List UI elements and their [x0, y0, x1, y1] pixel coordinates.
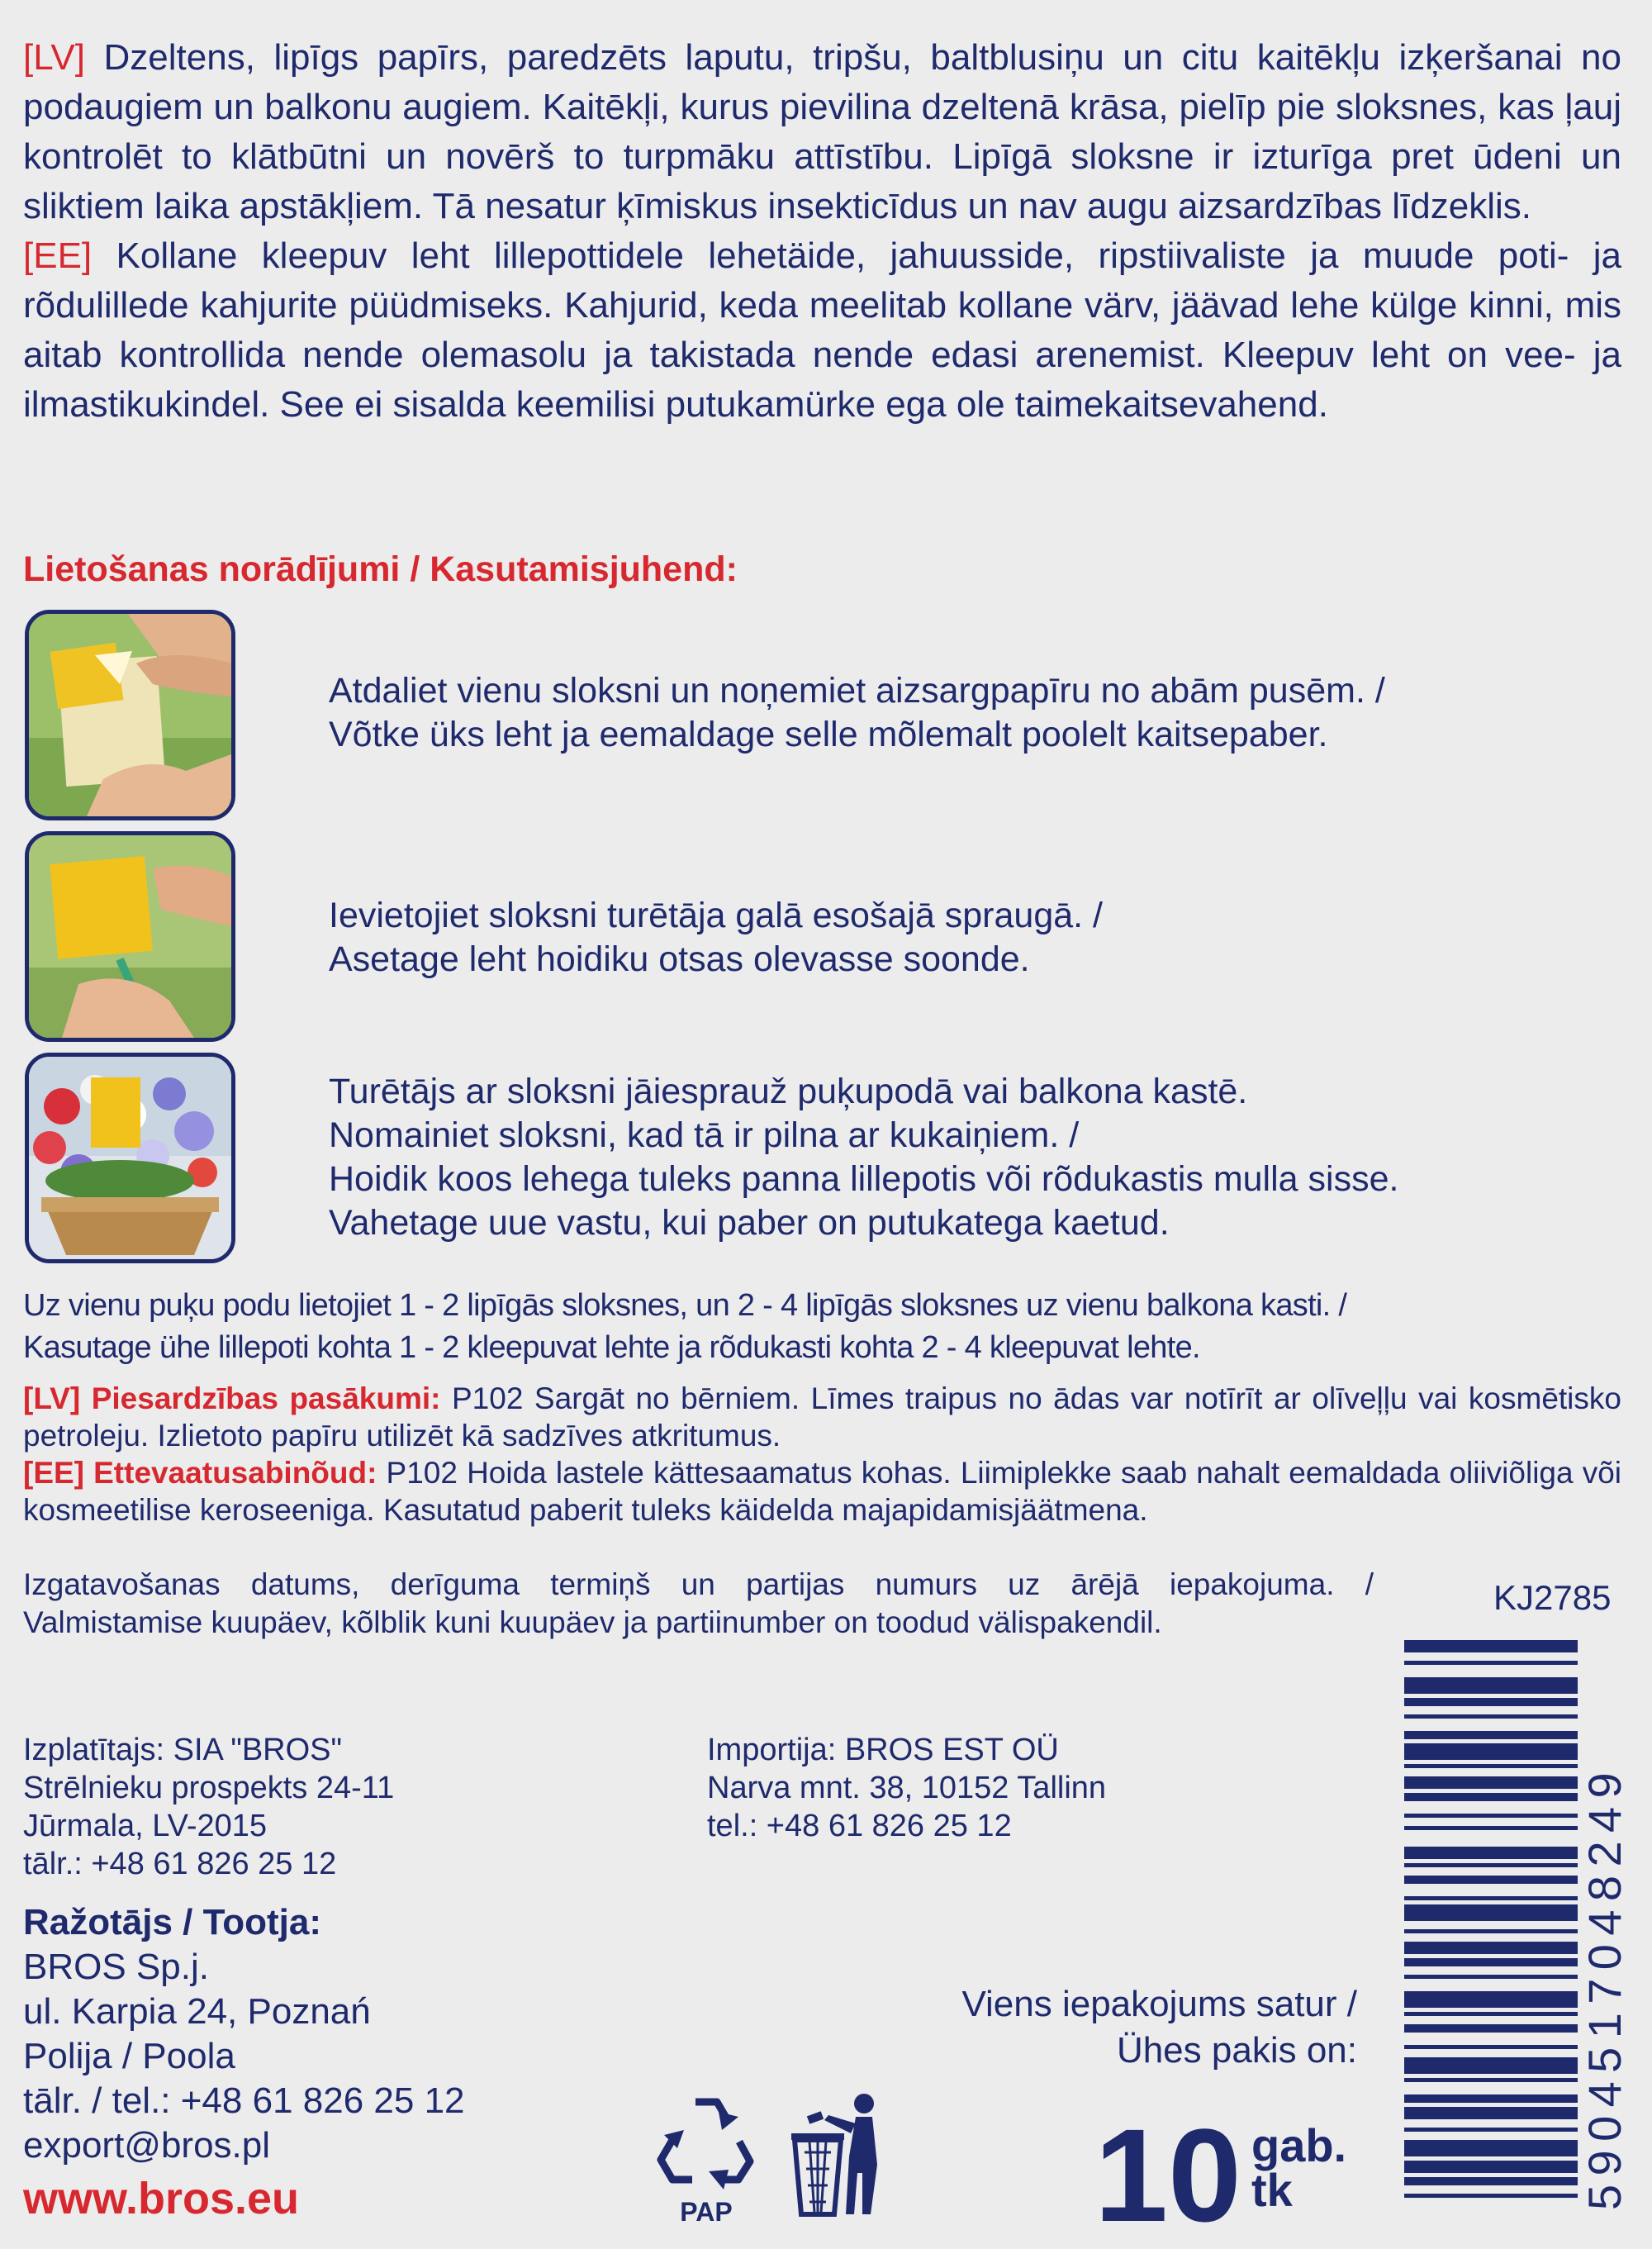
pack-count: 10: [1094, 2101, 1241, 2249]
barcode-bar: [1404, 1958, 1578, 1966]
barcode-bar: [1404, 2094, 1578, 2103]
step-1-text: [329, 669, 1385, 757]
step-3-image: [25, 1053, 235, 1263]
barcode-bar: [1404, 1847, 1578, 1859]
recycle-icon: [653, 2084, 760, 2232]
barcode-bar: [1404, 1698, 1578, 1706]
pack-unit-lv: gab.: [1251, 2119, 1347, 2171]
step-2-text: [329, 894, 1103, 982]
barcode-bar: [1404, 1929, 1578, 1933]
barcode-bar: [1404, 1975, 1578, 1979]
dose-line-2: Kasutage ühe lillepoti kohta 1 - 2 kleepuvat lehte ja rõdukasti kohta 2 - 4 kleepuvat lehte.: [23, 1330, 1200, 1365]
peel-sheet-illustration: [29, 614, 231, 816]
barcode-bar: [1404, 2012, 1578, 2016]
barcode-bar: [1404, 2024, 1578, 2033]
step-1-image: [25, 610, 235, 820]
barcode-bar: [1404, 2045, 1578, 2049]
ee-description: Kollane kleepuv leht lillepottidele lehetäide, jahuusside, ripstiivaliste ja muude poti- ja rõdulillede kahjurite püüdmiseks. Kahjurid, keda meelitab kollane värv, jäävad lehe külge kinni, mis aitab kontrollida nende olemasolu ja takistada nende edasi arenemist. Kleepuv leht on vee- ja ilmastikukindel. See ei sisalda keemilisi putukamürke ega ole taimekaitsevahend.: [23, 235, 1621, 425]
importer-line-2: Narva mnt. 38, 10152 Tallinn: [707, 1771, 1107, 1805]
importer-line-3: tel.: +48 61 826 25 12: [707, 1809, 1012, 1843]
barcode-bar: [1404, 1904, 1578, 1921]
barcode-bar: [1404, 1714, 1578, 1719]
tidyman-icon: [791, 2090, 890, 2223]
insert-holder-illustration: [29, 835, 231, 1038]
safety-lv-tag: [LV] Piesardzības pasākumi:: [23, 1381, 441, 1415]
barcode-bars: [1404, 1640, 1627, 2218]
barcode-bar: [1404, 1661, 1578, 1665]
barcode-bar: [1404, 2107, 1578, 2119]
flower-pot-illustration: [29, 1057, 231, 1259]
safety-ee-tag: [EE] Ettevaatusabinõud:: [23, 1456, 377, 1490]
dates-text: [23, 1566, 1374, 1642]
recycle-arrows-icon: [653, 2084, 760, 2191]
barcode-bar: [1404, 1942, 1578, 1954]
distributor-line-1: Izplatītajs: SIA "BROS": [23, 1733, 343, 1767]
barcode-bar: [1404, 1640, 1578, 1652]
intro-lv: [23, 33, 1621, 231]
manufacturer-line-1: BROS Sp.j.: [23, 1947, 209, 1987]
barcode-bar: [1404, 1677, 1578, 1694]
intro-text: [23, 33, 1621, 430]
pack-label-lv: Viens iepakojums satur /: [961, 1984, 1357, 2024]
barcode-bar: [1404, 1743, 1578, 1760]
pack-label: [961, 1981, 1357, 2074]
barcode-number: 5904517048249: [1578, 1763, 1627, 2210]
barcode: [1404, 1640, 1627, 2218]
website-link[interactable]: www.bros.eu: [23, 2174, 300, 2223]
pack-unit: [1251, 2119, 1347, 2216]
safety-text: [23, 1380, 1621, 1529]
usage-heading: Lietošanas norādījumi / Kasutamisjuhend:: [23, 549, 738, 589]
safety-lv-text: P102 Sargāt no bērniem. Līmes traipus no ādas var notīrīt ar olīveļļu vai kosmētisko petroleju. Izlietoto papīru utilizēt kā sadzīves atkritumus.: [23, 1381, 1621, 1453]
lv-tag: [LV]: [23, 37, 86, 78]
lv-description: Dzeltens, lipīgs papīrs, paredzēts laputu, tripšu, baltblusiņu un citu kaitēkļu izķeršanai no podaugiem un balkonu augiem. Kaitēkļi, kurus pievilina dzeltenā krāsa, pielīp pie sloksnes, kas ļauj kontrolēt to klātbūtni un novērš to turpmāku attīstību. Lipīgā sloksne ir izturīga pret ūdeni un sliktiem laika apstākļiem. Tā nesatur ķīmiskus insekticīdus un nav augu aizsardzības līdzeklis.: [23, 37, 1621, 226]
barcode-bar: [1404, 1896, 1578, 1900]
intro-ee: [23, 231, 1621, 430]
manufacturer-address: [23, 1900, 465, 2168]
distributor-line-2: Strēlnieku prospekts 24-11: [23, 1771, 395, 1805]
barcode-bar: [1404, 2057, 1578, 2074]
distributor-line-3: Jūrmala, LV-2015: [23, 1809, 268, 1843]
step-2-line-1: Ievietojiet sloksni turētāja galā esošajā spraugā. /: [329, 896, 1103, 935]
dose-line-1: Uz vienu puķu podu lietojiet 1 - 2 lipīgās sloksnes, un 2 - 4 lipīgās sloksnes uz vienu balkona kasti. /: [23, 1288, 1347, 1323]
barcode-bar: [1404, 1776, 1578, 1789]
safety-ee: [23, 1454, 1621, 1529]
dates-line-2: Valmistamise kuupäev, kõlblik kuni kuupäev ja partiinumber on toodud välispakendil.: [23, 1605, 1162, 1639]
safety-ee-text: P102 Hoida lastele kättesaamatus kohas. Liimiplekke saab nahalt eemaldada oliiviõliga või kosmeetilise keroseeniga. Kasutatud paberit tuleks käidelda majapidamisjäätmena.: [23, 1456, 1621, 1527]
barcode-bar: [1404, 2128, 1578, 2132]
ee-tag: [EE]: [23, 235, 93, 276]
barcode-bar: [1404, 2140, 1578, 2156]
step-2-image: [25, 831, 235, 1042]
barcode-bar: [1404, 1731, 1578, 1739]
dates-line-1: Izgatavošanas datums, derīguma termiņš un partijas numurs uz ārējā iepakojuma. /: [23, 1567, 1374, 1601]
step-3-line-4: Vahetage uue vastu, kui paber on putukatega kaetud.: [329, 1203, 1170, 1243]
importer-line-1: Importija: BROS EST OÜ: [707, 1733, 1059, 1767]
product-code: KJ2785: [1493, 1578, 1612, 1617]
importer-address: [707, 1731, 1106, 1845]
step-1-line-2: Võtke üks leht ja eemaldage selle mõlemalt poolelt kaitsepaber.: [329, 715, 1328, 754]
step-2-line-2: Asetage leht hoidiku otsas olevasse soonde.: [329, 939, 1030, 979]
manufacturer-line-5: export@bros.pl: [23, 2125, 271, 2166]
distributor-address: [23, 1731, 394, 1883]
barcode-bar: [1404, 1826, 1578, 1830]
manufacturer-line-4: tālr. / tel.: +48 61 826 25 12: [23, 2080, 465, 2121]
barcode-bar: [1404, 1876, 1578, 1884]
pack-unit-ee: tk: [1251, 2164, 1293, 2216]
manufacturer-heading: Ražotājs / Tootja:: [23, 1902, 321, 1942]
pack-label-ee: Ühes pakis on:: [1116, 2030, 1357, 2071]
manufacturer-line-3: Polija / Poola: [23, 2036, 235, 2076]
step-3-text: [329, 1070, 1398, 1245]
recycle-label: PAP: [680, 2197, 733, 2227]
step-1-line-1: Atdaliet vienu sloksni un noņemiet aizsargpapīru no abām pusēm. /: [329, 671, 1385, 711]
safety-lv: [23, 1380, 1621, 1454]
barcode-bar: [1404, 1793, 1578, 1801]
barcode-bar: [1404, 1991, 1578, 2008]
barcode-bar: [1404, 2161, 1578, 2173]
barcode-bar: [1404, 2194, 1578, 2198]
barcode-bar: [1404, 1863, 1578, 1867]
barcode-bar: [1404, 2078, 1578, 2082]
barcode-bar: [1404, 1814, 1578, 1818]
dose-text: [23, 1285, 1626, 1369]
barcode-bar: [1404, 1764, 1578, 1768]
step-3-line-2: Nomainiet sloksni, kad tā ir pilna ar kukaiņiem. /: [329, 1115, 1080, 1155]
step-3-line-3: Hoidik koos lehega tuleks panna lillepotis või rõdukastis mulla sisse.: [329, 1159, 1399, 1199]
distributor-line-4: tālr.: +48 61 826 25 12: [23, 1847, 337, 1881]
manufacturer-line-2: ul. Karpia 24, Poznań: [23, 1991, 371, 2032]
trash-bin-icon: [791, 2090, 890, 2223]
barcode-bar: [1404, 2177, 1578, 2185]
step-3-line-1: Turētājs ar sloksni jāiesprauž puķupodā vai balkona kastē.: [329, 1072, 1248, 1111]
